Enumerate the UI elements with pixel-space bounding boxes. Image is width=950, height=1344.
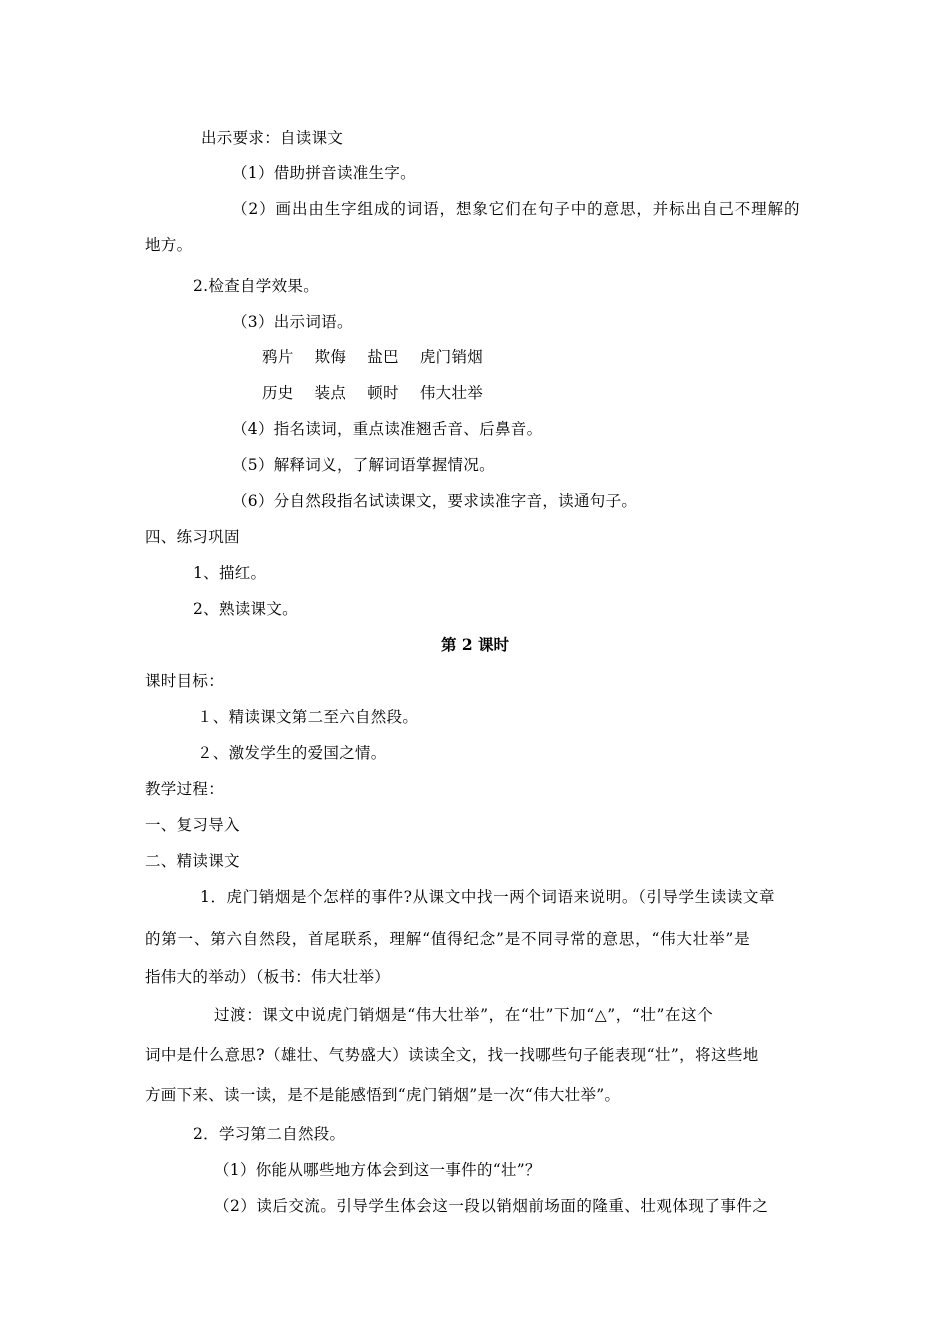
text-line: 出示要求：自读课文 [201,129,344,147]
text-line: （1）借助拼音读准生字。 [232,164,416,182]
text-line: 2．学习第二自然段。 [193,1125,346,1143]
text-line: 过渡：课文中说虎门销烟是“伟大壮举”，在“壮”下加“△”，“壮”在这个 [214,1006,714,1024]
text-line: 2、熟读课文。 [193,600,298,618]
text-line: 地方。 [145,236,193,254]
text-line: （1）你能从哪些地方体会到这一事件的“壮”？ [214,1161,541,1179]
text-line: （3）出示词语。 [232,313,353,331]
text-line: 二、精读课文 [145,852,240,870]
text-line: １、精读课文第二至六自然段。 [197,708,419,726]
text-line: 课时目标： [145,672,225,690]
text-line: （2）画出由生字组成的词语，想象它们在句子中的意思，并标出自己不理解的 [232,200,801,218]
section-heading: 第 2 课时 [440,635,510,654]
text-line: 教学过程： [145,780,225,798]
text-line: 方画下来、读一读，是不是能感悟到“虎门销烟”是一次“伟大壮举”。 [145,1086,621,1104]
text-line: （4）指名读词，重点读准翘舌音、后鼻音。 [232,420,543,438]
text-line: 四、练习巩固 [145,528,240,546]
text-line: 指伟大的举动）（板书：伟大壮举） [145,968,391,986]
text-line: （2）读后交流。引导学生体会这一段以销烟前场面的隆重、壮观体现了事件之 [214,1197,769,1215]
text-line: （5）解释词义，了解词语掌握情况。 [232,456,495,474]
text-line: 鸦片 欺侮 盐巴 虎门销烟 [262,348,484,366]
text-line: 的第一、第六自然段，首尾联系，理解“值得纪念”是不同寻常的意思，“伟大壮举”是 [145,930,751,948]
text-line: 一、复习导入 [145,816,240,834]
text-line: 历史 装点 顿时 伟大壮举 [262,384,484,402]
text-line: （6）分自然段指名试读课文，要求读准字音，读通句子。 [232,492,638,510]
text-line: 1、描红。 [193,564,267,582]
text-line: 1．虎门销烟是个怎样的事件?从课文中找一两个词语来说明。（引导学生读读文章 [200,888,776,906]
text-line: 2.检查自学效果。 [193,277,319,295]
text-line: 词中是什么意思?（雄壮、气势盛大）读读全文，找一找哪些句子能表现“壮”，将这些地 [145,1046,759,1064]
text-line: ２、激发学生的爱国之情。 [197,744,387,762]
